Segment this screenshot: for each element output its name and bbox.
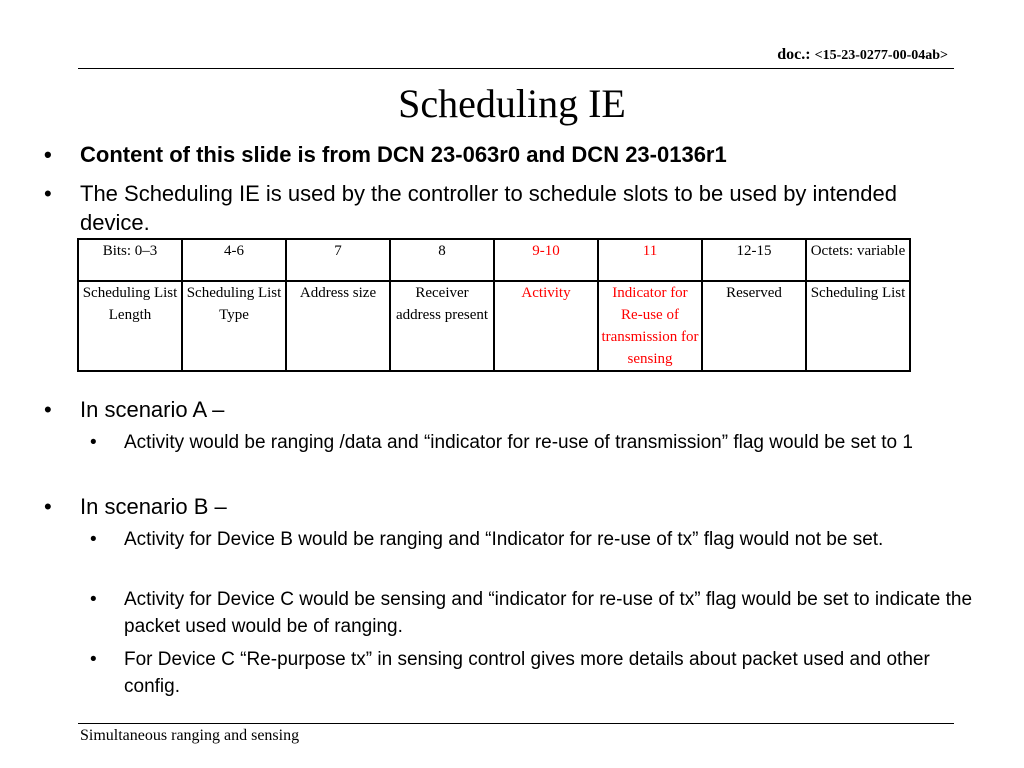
sub-bullet-scenario-b-3	[90, 646, 984, 700]
bits-row	[78, 239, 910, 281]
bits-cell: 12-15	[702, 239, 806, 281]
bullet-dot: •	[90, 589, 97, 610]
bullet-scenario-b	[44, 492, 960, 521]
sub-bullet-text: Activity would be ranging /data and “indicator for re-use of transmission” flag would be set to 1	[124, 432, 913, 453]
sub-bullet-scenario-a-1	[90, 429, 984, 456]
bullet-dot: •	[44, 181, 52, 206]
bits-cell: 11	[598, 239, 702, 281]
field-cell: Scheduling List Length	[78, 281, 182, 371]
fields-row	[78, 281, 910, 371]
doc-label: doc.:	[777, 46, 815, 63]
bullet-dot: •	[90, 529, 97, 550]
bullet-dot: •	[90, 649, 97, 670]
sub-bullet-scenario-b-2	[90, 586, 984, 640]
bullet-scenario-a	[44, 395, 960, 424]
sub-bullet-text: For Device C “Re-purpose tx” in sensing control gives more details about packet used and other config.	[124, 649, 930, 697]
field-cell: Scheduling List	[806, 281, 910, 371]
bullet-scenario-b-text: In scenario B –	[80, 494, 227, 519]
bullet-scenario-a-text: In scenario A –	[80, 397, 225, 422]
bullet-description	[44, 179, 960, 237]
bullet-source-text: Content of this slide is from DCN 23-063r0 and DCN 23-0136r1	[80, 142, 727, 167]
bits-cell: 8	[390, 239, 494, 281]
bullet-description-text: The Scheduling IE is used by the controller to schedule slots to be used by intended device.	[80, 181, 897, 235]
field-cell: Address size	[286, 281, 390, 371]
bullet-dot: •	[90, 432, 97, 453]
footer-rule	[78, 723, 954, 724]
field-cell: Indicator for Re-use of transmission for sensing	[598, 281, 702, 371]
field-cell: Activity	[494, 281, 598, 371]
field-cell: Receiver address present	[390, 281, 494, 371]
sub-bullet-text: Activity for Device B would be ranging and “Indicator for re-use of tx” flag would not be set.	[124, 529, 884, 550]
field-cell: Reserved	[702, 281, 806, 371]
field-cell: Scheduling List Type	[182, 281, 286, 371]
bits-cell: 7	[286, 239, 390, 281]
bits-cell: 4-6	[182, 239, 286, 281]
footer-text: Simultaneous ranging and sensing	[80, 727, 300, 744]
header-rule	[78, 68, 954, 69]
bullet-dot: •	[44, 494, 52, 519]
bits-cell: 9-10	[494, 239, 598, 281]
bits-cell: Bits: 0–3	[78, 239, 182, 281]
sub-bullet-scenario-b-1	[90, 526, 984, 553]
scheduling-ie-table	[77, 238, 911, 372]
bits-cell: Octets: variable	[806, 239, 910, 281]
doc-number: <15-23-0277-00-04ab>	[814, 48, 948, 63]
bullet-dot: •	[44, 142, 52, 167]
bullet-dot: •	[44, 397, 52, 422]
slide-title: Scheduling IE	[398, 81, 626, 126]
sub-bullet-text: Activity for Device C would be sensing and “indicator for re-use of tx” flag would be set to indicate the packet used would be of ranging.	[124, 589, 973, 637]
doc-reference	[777, 46, 948, 64]
bullet-source	[44, 140, 980, 169]
